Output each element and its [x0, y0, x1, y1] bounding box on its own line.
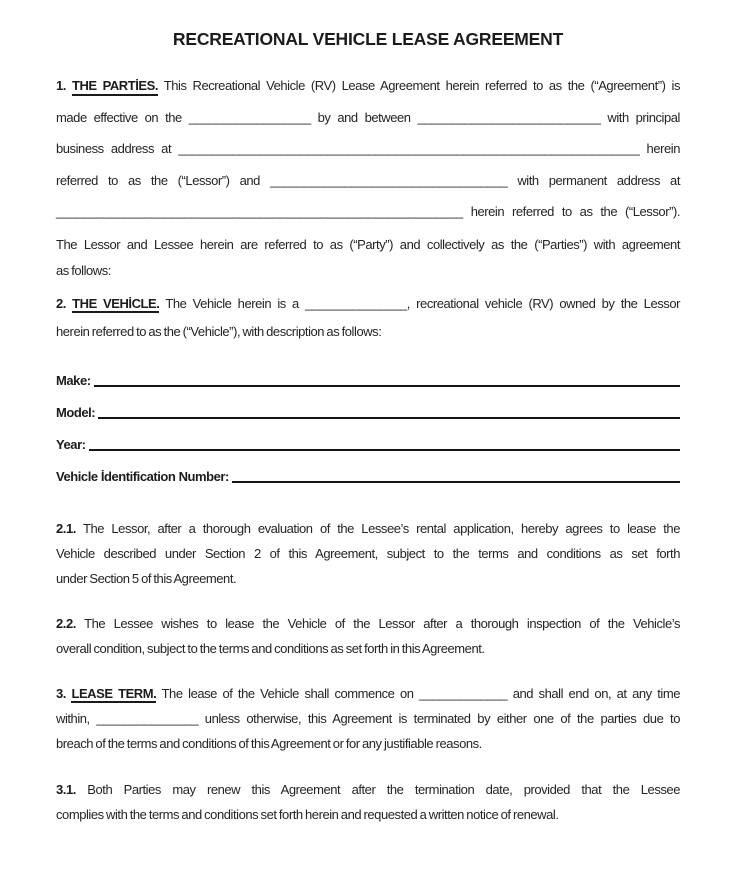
line-text: made effective on the __________________ by and between ___________________________ with principal	[56, 109, 680, 125]
text-line	[56, 290, 680, 318]
form-row-model	[56, 390, 680, 422]
line-text: ____________________________________________________________ herein referred to as the (“Lessor”).	[56, 204, 680, 219]
line-text: as follows:	[56, 262, 111, 278]
line-text: Both Parties may renew this Agreement after the termination date, provided that the Lessee	[75, 781, 680, 797]
form-fill-line	[98, 417, 680, 419]
form-row-year	[56, 422, 680, 454]
text-line	[56, 133, 680, 165]
line-text: The Lessee wishes to lease the Vehicle of the Lessor after a thorough inspection of the Vehicle’s	[75, 615, 680, 631]
section-1-parties	[56, 70, 680, 228]
line-text: The Vehicle herein is a _______________, recreational vehicle (RV) owned by the Lessor	[159, 295, 680, 311]
text-line	[56, 731, 680, 756]
section-heading: THE PARTİES.	[72, 78, 158, 96]
text-line	[56, 258, 680, 284]
text-line	[56, 802, 680, 827]
text-line	[56, 165, 680, 197]
text-line	[56, 232, 680, 258]
line-text: business address at ____________________________________________________________________ herein	[56, 141, 680, 156]
section-2-vehicle	[56, 290, 680, 346]
section-number: 1.	[56, 78, 72, 93]
form-field-label: Year:	[56, 436, 86, 452]
line-text: The Lessor and Lessee herein are referred to as (“Party”) and collectively as the (“Parties”) with agreement	[56, 236, 680, 252]
text-line	[56, 681, 680, 706]
clause-2-1	[56, 516, 680, 591]
text-line	[56, 636, 680, 661]
text-line	[56, 102, 680, 134]
line-text: The Lessor, after a thorough evaluation of the Lessee’s rental application, hereby agrees to lease the	[75, 520, 680, 536]
line-text: herein referred to as the (“Vehicle”), with description as follows:	[56, 323, 382, 339]
line-text: Vehicle described under Section 2 of this Agreement, subject to the terms and conditions as set forth	[56, 545, 680, 561]
form-fill-line	[94, 385, 680, 387]
section-number: 3.	[56, 685, 72, 701]
clause-2-2	[56, 611, 680, 661]
line-text: referred to as the (“Lessor”) and ___________________________________ with permanent address at	[56, 172, 680, 188]
form-row-vin	[56, 454, 680, 486]
line-text: The lease of the Vehicle shall commence on _____________ and shall end on, at any time	[156, 685, 680, 701]
form-fill-line	[232, 481, 680, 483]
line-text: under Section 5 of this Agreement.	[56, 570, 237, 586]
line-text: complies with the terms and conditions set forth herein and requested a written notice of renewal.	[56, 806, 559, 822]
section-3-lease-term	[56, 681, 680, 756]
text-line	[56, 706, 680, 731]
section-number: 2.	[56, 295, 73, 311]
document-title: RECREATIONAL VEHICLE LEASE AGREEMENT	[172, 29, 564, 49]
parties-note-paragraph	[56, 232, 680, 284]
text-line	[56, 516, 680, 541]
document-page	[0, 28, 735, 827]
text-line	[56, 566, 680, 591]
vehicle-description-form	[56, 358, 680, 486]
line-text: within, _______________ unless otherwise, this Agreement is terminated by either one of the parties due to	[56, 710, 680, 726]
section-heading: THE VEHİCLE.	[72, 296, 159, 314]
clause-3-1	[56, 777, 680, 827]
text-line	[56, 196, 680, 228]
clause-number: 3.1.	[56, 781, 76, 797]
clause-number: 2.1.	[56, 520, 76, 536]
line-text: overall condition, subject to the terms and conditions as set forth in this Agreement.	[56, 640, 485, 656]
form-field-label: Model:	[56, 404, 96, 420]
text-line	[56, 318, 680, 346]
form-fill-line	[89, 449, 680, 451]
form-field-label: Vehicle İdentification Number:	[56, 468, 229, 484]
text-line	[56, 777, 680, 802]
clause-number: 2.2.	[56, 615, 76, 631]
text-line	[56, 541, 680, 566]
text-line	[56, 611, 680, 636]
line-text: This Recreational Vehicle (RV) Lease Agreement herein referred to as the (“Agreement”) is	[158, 78, 680, 93]
line-text: breach of the terms and conditions of this Agreement or for any justifiable reasons.	[56, 735, 482, 751]
section-heading: LEASE TERM.	[71, 686, 156, 704]
form-row-make	[56, 358, 680, 390]
form-field-label: Make:	[56, 372, 91, 388]
text-line	[56, 70, 680, 102]
